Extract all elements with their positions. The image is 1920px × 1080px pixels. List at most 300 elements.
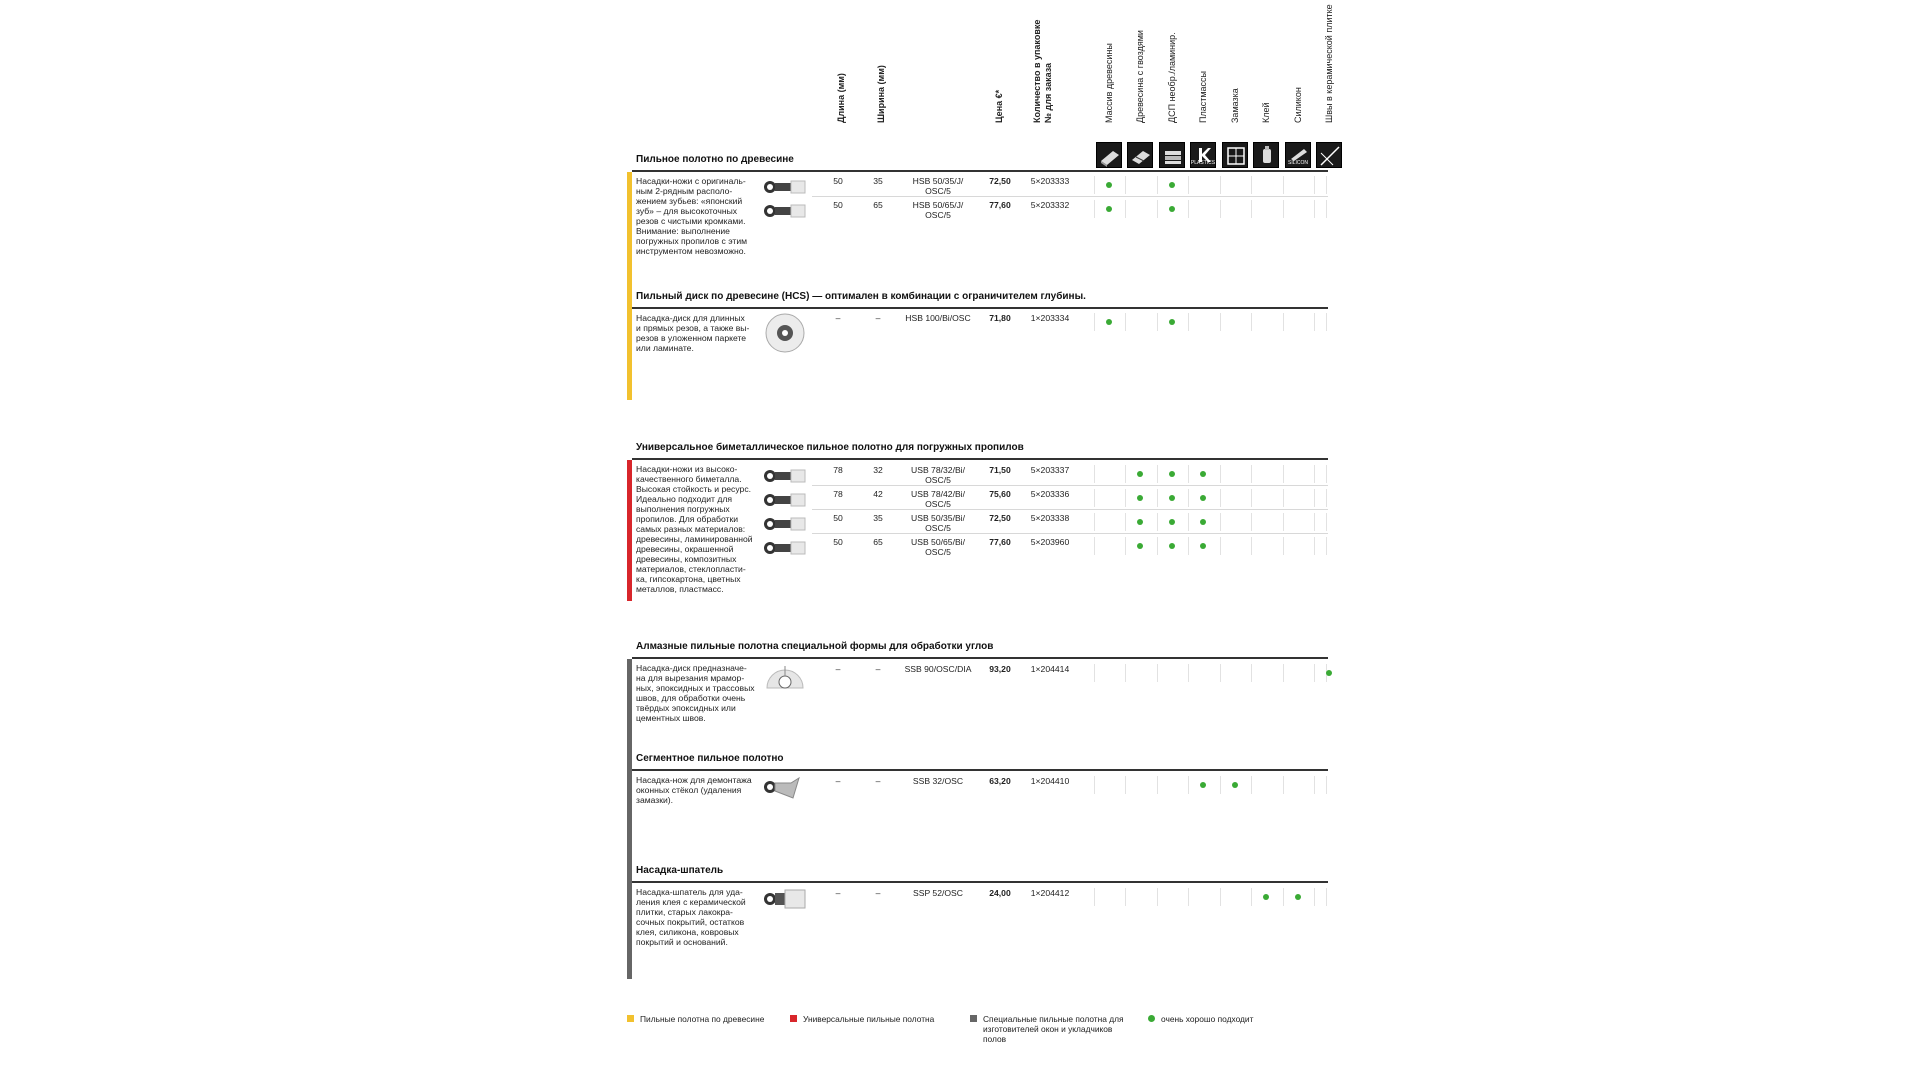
- column-separator: [1326, 776, 1327, 794]
- legend-text: [1161, 1014, 1253, 1024]
- legend-swatch: [970, 1015, 977, 1022]
- column-separator: [1326, 465, 1327, 483]
- column-separator: [1220, 513, 1221, 531]
- article-number: [898, 200, 978, 220]
- column-separator: [1283, 888, 1284, 906]
- legend-line: Универсальные пильные полотна: [803, 1014, 935, 1024]
- special-category-bar: [627, 659, 632, 979]
- column-separator: [1157, 465, 1158, 483]
- description-line: твёрдых эпоксидных или: [636, 703, 736, 713]
- column-separator: [1188, 176, 1189, 194]
- article-number: [898, 465, 978, 485]
- header-material: [1198, 8, 1218, 133]
- order-number: 1×204412: [1030, 888, 1070, 898]
- suitability-dot: [1200, 519, 1206, 525]
- length-cell: 50: [833, 513, 843, 523]
- column-separator: [1188, 888, 1189, 906]
- column-separator: [1094, 888, 1095, 906]
- article-line: OSC/5: [925, 499, 951, 509]
- column-separator: [1188, 465, 1189, 483]
- order-number: 5×203960: [1030, 537, 1070, 547]
- length-cell: –: [835, 888, 841, 898]
- suitability-dot: [1200, 543, 1206, 549]
- description-line: плитки, старых лакокра-: [636, 907, 733, 917]
- plastics-icon: [1190, 142, 1216, 168]
- legend-text: [803, 1014, 934, 1024]
- column-separator: [1314, 313, 1315, 331]
- article-line: HSB 100/Bi/OSC: [905, 313, 971, 323]
- section-rule: [632, 769, 1328, 771]
- table-row: [0, 537, 1920, 561]
- description-line: зуб» – для высокоточных: [636, 206, 738, 216]
- width-cell: 65: [873, 537, 883, 547]
- description-line: материалов, стеклопласти-: [636, 564, 746, 574]
- tool-image: [763, 888, 807, 910]
- suitability-dot: [1169, 182, 1175, 188]
- column-separator: [1283, 176, 1284, 194]
- suitability-dot: [1169, 543, 1175, 549]
- material-icon-label: SILICON: [1287, 160, 1308, 166]
- length-cell: 78: [833, 465, 843, 475]
- width-cell: –: [875, 776, 881, 786]
- article-line: USB 50/35/Bi/: [911, 513, 965, 523]
- description-line: пропилов. Для обработки: [636, 514, 739, 524]
- suitability-dot: [1137, 519, 1143, 525]
- table-row: [0, 465, 1920, 489]
- column-separator: [1094, 537, 1095, 555]
- description-line: выполнения погружных: [636, 504, 730, 514]
- header-material-label: ДСП необр./ламинир.: [1167, 32, 1177, 123]
- price-cell: 77,60: [989, 537, 1011, 547]
- tool-image: [763, 465, 807, 487]
- description-line: металлов, пластмасс.: [636, 584, 724, 594]
- column-separator: [1314, 776, 1315, 794]
- description-line: древесины, композитных: [636, 554, 737, 564]
- description-line: Насадка-нож для демонтажа: [636, 775, 752, 785]
- price-cell: 77,60: [989, 200, 1011, 210]
- column-separator: [1094, 176, 1095, 194]
- article-line: USB 50/65/Bi/: [911, 537, 965, 547]
- silicon-icon: [1285, 142, 1311, 168]
- tool-image: [763, 313, 807, 335]
- column-separator: [1188, 537, 1189, 555]
- article-number: [898, 888, 978, 898]
- section-rule: [632, 307, 1328, 309]
- tool-image: [763, 513, 807, 535]
- chipboard-icon: [1159, 142, 1185, 168]
- description-line: швов, для обработки очень: [636, 693, 746, 703]
- length-cell: 78: [833, 489, 843, 499]
- column-separator: [1094, 200, 1095, 218]
- section-title: Сегментное пильное полотно: [636, 753, 784, 764]
- suitability-dot: [1137, 495, 1143, 501]
- suitability-dot: [1106, 319, 1112, 325]
- description-line: сочных покрытий, остатков: [636, 917, 745, 927]
- suitability-dot: [1200, 782, 1206, 788]
- column-separator: [1220, 200, 1221, 218]
- column-separator: [1283, 664, 1284, 682]
- suitability-dot: [1169, 206, 1175, 212]
- column-separator: [1251, 888, 1252, 906]
- legend-item: [1148, 1014, 1323, 1054]
- column-separator: [1157, 313, 1158, 331]
- price-cell: 63,20: [989, 776, 1011, 786]
- section-rule: [632, 657, 1328, 659]
- header-length: [836, 8, 856, 133]
- description-line: клея, силикона, ковровых: [636, 927, 739, 937]
- column-separator: [1188, 489, 1189, 507]
- suitability-dot: [1295, 894, 1301, 900]
- column-separator: [1326, 537, 1327, 555]
- article-line: OSC/5: [925, 475, 951, 485]
- description-line: Насадка-диск для длинных: [636, 313, 745, 323]
- description-line: ка, гипсокартона, цветных: [636, 574, 741, 584]
- table-row: [0, 200, 1920, 224]
- legend-swatch: [627, 1015, 634, 1022]
- section-title: Алмазные пильные полотна специальной формы для обработки углов: [636, 641, 994, 652]
- table-row: [0, 176, 1920, 200]
- order-number: 5×203337: [1030, 465, 1070, 475]
- tile-joint-icon: [1316, 142, 1342, 168]
- column-separator: [1326, 513, 1327, 531]
- column-separator: [1251, 176, 1252, 194]
- header-material: [1324, 4, 1344, 133]
- description-line: и прямых резов, а также вы-: [636, 323, 750, 333]
- column-separator: [1125, 313, 1126, 331]
- width-cell: –: [875, 888, 881, 898]
- header-material: [1135, 8, 1155, 133]
- column-separator: [1251, 537, 1252, 555]
- legend-line: очень хорошо подходит: [1161, 1014, 1254, 1024]
- article-line: OSC/5: [925, 547, 951, 557]
- description-line: качественного биметалла.: [636, 474, 742, 484]
- article-line: OSC/5: [925, 210, 951, 220]
- article-line: HSB 50/65/J/: [912, 200, 964, 210]
- legend-item: [627, 1014, 802, 1054]
- description-line: цементных швов.: [636, 713, 706, 723]
- column-separator: [1125, 664, 1126, 682]
- header-length-label: Длина (мм): [836, 73, 846, 123]
- glue-icon: [1253, 142, 1279, 168]
- width-cell: –: [875, 664, 881, 674]
- description-line: оконных стёкол (удаления: [636, 785, 742, 795]
- column-separator: [1188, 664, 1189, 682]
- legend-item: [790, 1014, 965, 1054]
- width-cell: 42: [873, 489, 883, 499]
- header-material-label: Клей: [1261, 102, 1271, 123]
- description-line: Внимание: выполнение: [636, 226, 730, 236]
- suitability-dot: [1106, 206, 1112, 212]
- price-cell: 71,50: [989, 465, 1011, 475]
- column-separator: [1188, 776, 1189, 794]
- legend-item: [970, 1014, 1145, 1054]
- length-cell: 50: [833, 176, 843, 186]
- column-separator: [1094, 776, 1095, 794]
- article-line: SSB 32/OSC: [912, 776, 964, 786]
- column-separator: [1314, 888, 1315, 906]
- description-line: Высокая стойкость и ресурс.: [636, 484, 752, 494]
- column-separator: [1188, 313, 1189, 331]
- material-icon-label: PLASTICS: [1190, 160, 1216, 166]
- suitability-dot: [1200, 495, 1206, 501]
- column-separator: [1125, 489, 1126, 507]
- tool-image: [763, 537, 807, 559]
- header-material: [1167, 8, 1187, 133]
- legend-line: Специальные пильные полотна для: [983, 1014, 1124, 1024]
- article-line: OSC/5: [925, 186, 951, 196]
- column-separator: [1157, 888, 1158, 906]
- description-line: Насадка-шпатель для уда-: [636, 887, 743, 897]
- section-rule: [632, 458, 1328, 460]
- description-line: резов в уложенном паркете: [636, 333, 747, 343]
- column-separator: [1157, 537, 1158, 555]
- header-material-label: Пластмассы: [1198, 70, 1208, 123]
- column-separator: [1314, 513, 1315, 531]
- price-cell: 72,50: [989, 513, 1011, 523]
- order-number: 1×204414: [1030, 664, 1070, 674]
- description-line: или ламинате.: [636, 343, 694, 353]
- header-material: [1261, 8, 1281, 133]
- row-divider: [812, 196, 1328, 197]
- article-line: SSP 52/OSC: [913, 888, 963, 898]
- article-line: SSB 90/OSC/DIA: [904, 664, 972, 674]
- description-line: древесины, окрашенной: [636, 544, 734, 554]
- column-separator: [1220, 489, 1221, 507]
- price-cell: 75,60: [989, 489, 1011, 499]
- column-separator: [1125, 513, 1126, 531]
- section-rule: [632, 170, 1328, 172]
- section-title: Пильный диск по древесине (HCS) — оптимален в комбинации с ограничителем глубины.: [636, 291, 1086, 302]
- table-row: [0, 776, 1920, 800]
- section-title: Универсальное биметаллическое пильное полотно для погружных пропилов: [636, 442, 1024, 453]
- article-number: [898, 776, 978, 786]
- column-separator: [1094, 489, 1095, 507]
- suitability-dot: [1106, 182, 1112, 188]
- description-line: инструментом невозможно.: [636, 246, 746, 256]
- width-cell: 35: [873, 513, 883, 523]
- description-line: на для вырезания мрамор-: [636, 673, 745, 683]
- column-separator: [1314, 489, 1315, 507]
- column-separator: [1125, 537, 1126, 555]
- article-number: [898, 313, 978, 323]
- article-line: HSB 50/35/J/: [912, 176, 964, 186]
- column-separator: [1220, 888, 1221, 906]
- header-width: [876, 8, 896, 133]
- legend-line: изготовителей окон и укладчиков: [983, 1024, 1113, 1034]
- description-line: покрытий и оснований.: [636, 937, 728, 947]
- header-material-label: Древесина с гвоздями: [1135, 30, 1145, 123]
- suitability-dot: [1326, 670, 1332, 676]
- description-line: ления клея с керамической: [636, 897, 746, 907]
- description-line: Насадки-ножи из высоко-: [636, 464, 738, 474]
- header-price: [994, 8, 1014, 133]
- article-number: [898, 489, 978, 509]
- column-separator: [1220, 664, 1221, 682]
- length-cell: –: [835, 313, 841, 323]
- header-order-line2: № для заказа: [1043, 62, 1053, 123]
- header-material: [1293, 8, 1313, 133]
- column-separator: [1157, 513, 1158, 531]
- column-separator: [1220, 176, 1221, 194]
- suitability-dot: [1169, 519, 1175, 525]
- header-material: [1104, 8, 1124, 133]
- header-material-label: Замазка: [1230, 88, 1240, 123]
- article-line: OSC/5: [925, 523, 951, 533]
- legend-line: полов: [983, 1034, 1007, 1044]
- width-cell: 65: [873, 200, 883, 210]
- column-separator: [1251, 489, 1252, 507]
- column-separator: [1283, 313, 1284, 331]
- legend-text: [640, 1014, 764, 1024]
- description-line: самых разных материалов:: [636, 524, 746, 534]
- width-cell: –: [875, 313, 881, 323]
- section-title: Пильное полотно по древесине: [636, 154, 794, 165]
- suitability-dot: [1137, 543, 1143, 549]
- article-line: USB 78/32/Bi/: [911, 465, 965, 475]
- wood-with-nails-icon: [1127, 142, 1153, 168]
- table-row: [0, 664, 1920, 688]
- column-separator: [1314, 537, 1315, 555]
- description-line: резов с чистыми кромками.: [636, 216, 746, 226]
- column-separator: [1157, 776, 1158, 794]
- table-row: [0, 313, 1920, 337]
- column-separator: [1125, 176, 1126, 194]
- column-separator: [1157, 664, 1158, 682]
- order-number: 1×204410: [1030, 776, 1070, 786]
- column-separator: [1283, 200, 1284, 218]
- order-number: 5×203332: [1030, 200, 1070, 210]
- column-separator: [1220, 465, 1221, 483]
- description-line: Идеально подходит для: [636, 494, 733, 504]
- tool-image: [763, 200, 807, 222]
- order-number: 5×203338: [1030, 513, 1070, 523]
- putty-icon: [1222, 142, 1248, 168]
- length-cell: –: [835, 776, 841, 786]
- table-row: [0, 513, 1920, 537]
- header-order: [1043, 8, 1063, 133]
- length-cell: 50: [833, 200, 843, 210]
- solid-wood-icon: [1096, 142, 1122, 168]
- column-separator: [1251, 664, 1252, 682]
- header-width-label: Ширина (мм): [876, 65, 886, 123]
- article-line: USB 78/42/Bi/: [911, 489, 965, 499]
- description-line: ным 2-рядным располо-: [636, 186, 733, 196]
- length-cell: 50: [833, 537, 843, 547]
- description-line: погружных пропилов с этим: [636, 236, 748, 246]
- column-separator: [1326, 313, 1327, 331]
- column-separator: [1157, 200, 1158, 218]
- row-divider: [812, 533, 1328, 534]
- table-row: [0, 888, 1920, 912]
- column-separator: [1283, 537, 1284, 555]
- article-number: [898, 513, 978, 533]
- column-separator: [1125, 200, 1126, 218]
- suitability-dot: [1263, 894, 1269, 900]
- row-divider: [812, 485, 1328, 486]
- article-number: [898, 176, 978, 196]
- row-divider: [812, 509, 1328, 510]
- column-separator: [1125, 465, 1126, 483]
- column-separator: [1326, 176, 1327, 194]
- article-number: [898, 664, 978, 674]
- legend-line: Пильные полотна по древесине: [640, 1014, 765, 1024]
- description-line: Насадка-диск предназначе-: [636, 663, 747, 673]
- suitability-dot: [1169, 471, 1175, 477]
- column-separator: [1220, 537, 1221, 555]
- header-material-label: Массив древесины: [1104, 43, 1114, 123]
- suitability-dot: [1200, 471, 1206, 477]
- column-separator: [1251, 313, 1252, 331]
- column-separator: [1314, 200, 1315, 218]
- column-separator: [1283, 465, 1284, 483]
- description-line: замазки).: [636, 795, 674, 805]
- column-separator: [1094, 313, 1095, 331]
- legend-swatch: [790, 1015, 797, 1022]
- header-price-label: Цена €*: [994, 89, 1004, 123]
- legend-swatch: [1148, 1015, 1155, 1022]
- column-separator: [1157, 489, 1158, 507]
- column-separator: [1188, 513, 1189, 531]
- width-cell: 32: [873, 465, 883, 475]
- column-separator: [1326, 888, 1327, 906]
- column-separator: [1283, 776, 1284, 794]
- legend-text: [983, 1014, 1124, 1044]
- column-separator: [1188, 200, 1189, 218]
- price-cell: 71,80: [989, 313, 1011, 323]
- column-separator: [1326, 489, 1327, 507]
- article-number: [898, 537, 978, 557]
- column-separator: [1251, 200, 1252, 218]
- width-cell: 35: [873, 176, 883, 186]
- column-separator: [1314, 465, 1315, 483]
- suitability-dot: [1137, 471, 1143, 477]
- suitability-dot: [1169, 319, 1175, 325]
- order-number: 5×203333: [1030, 176, 1070, 186]
- column-separator: [1125, 888, 1126, 906]
- tool-image: [763, 776, 807, 798]
- column-separator: [1251, 776, 1252, 794]
- column-separator: [1094, 513, 1095, 531]
- section-title: Насадка-шпатель: [636, 865, 724, 876]
- suitability-dot: [1232, 782, 1238, 788]
- column-separator: [1251, 513, 1252, 531]
- order-number: 1×203334: [1030, 313, 1070, 323]
- suitability-dot: [1169, 495, 1175, 501]
- column-separator: [1314, 176, 1315, 194]
- tool-image: [763, 664, 807, 686]
- description-line: древесины, ламинированной: [636, 534, 753, 544]
- price-cell: 93,20: [989, 664, 1011, 674]
- price-cell: 72,50: [989, 176, 1011, 186]
- column-separator: [1125, 776, 1126, 794]
- price-cell: 24,00: [989, 888, 1011, 898]
- description-line: жением зубьев: «японский: [636, 196, 743, 206]
- description-line: ных, эпоксидных и трассовых: [636, 683, 755, 693]
- header-material-label: Швы в керамической плитке: [1324, 4, 1334, 123]
- tool-image: [763, 176, 807, 198]
- section-rule: [632, 881, 1328, 883]
- column-separator: [1314, 664, 1315, 682]
- description-line: Насадки-ножи с оригиналь-: [636, 176, 746, 186]
- column-separator: [1283, 513, 1284, 531]
- header-material-label: Силикон: [1293, 87, 1303, 123]
- column-separator: [1326, 200, 1327, 218]
- table-row: [0, 489, 1920, 513]
- column-separator: [1220, 313, 1221, 331]
- header-pack-line1: Количество в упаковке: [1032, 19, 1042, 123]
- tool-image: [763, 489, 807, 511]
- column-separator: [1094, 664, 1095, 682]
